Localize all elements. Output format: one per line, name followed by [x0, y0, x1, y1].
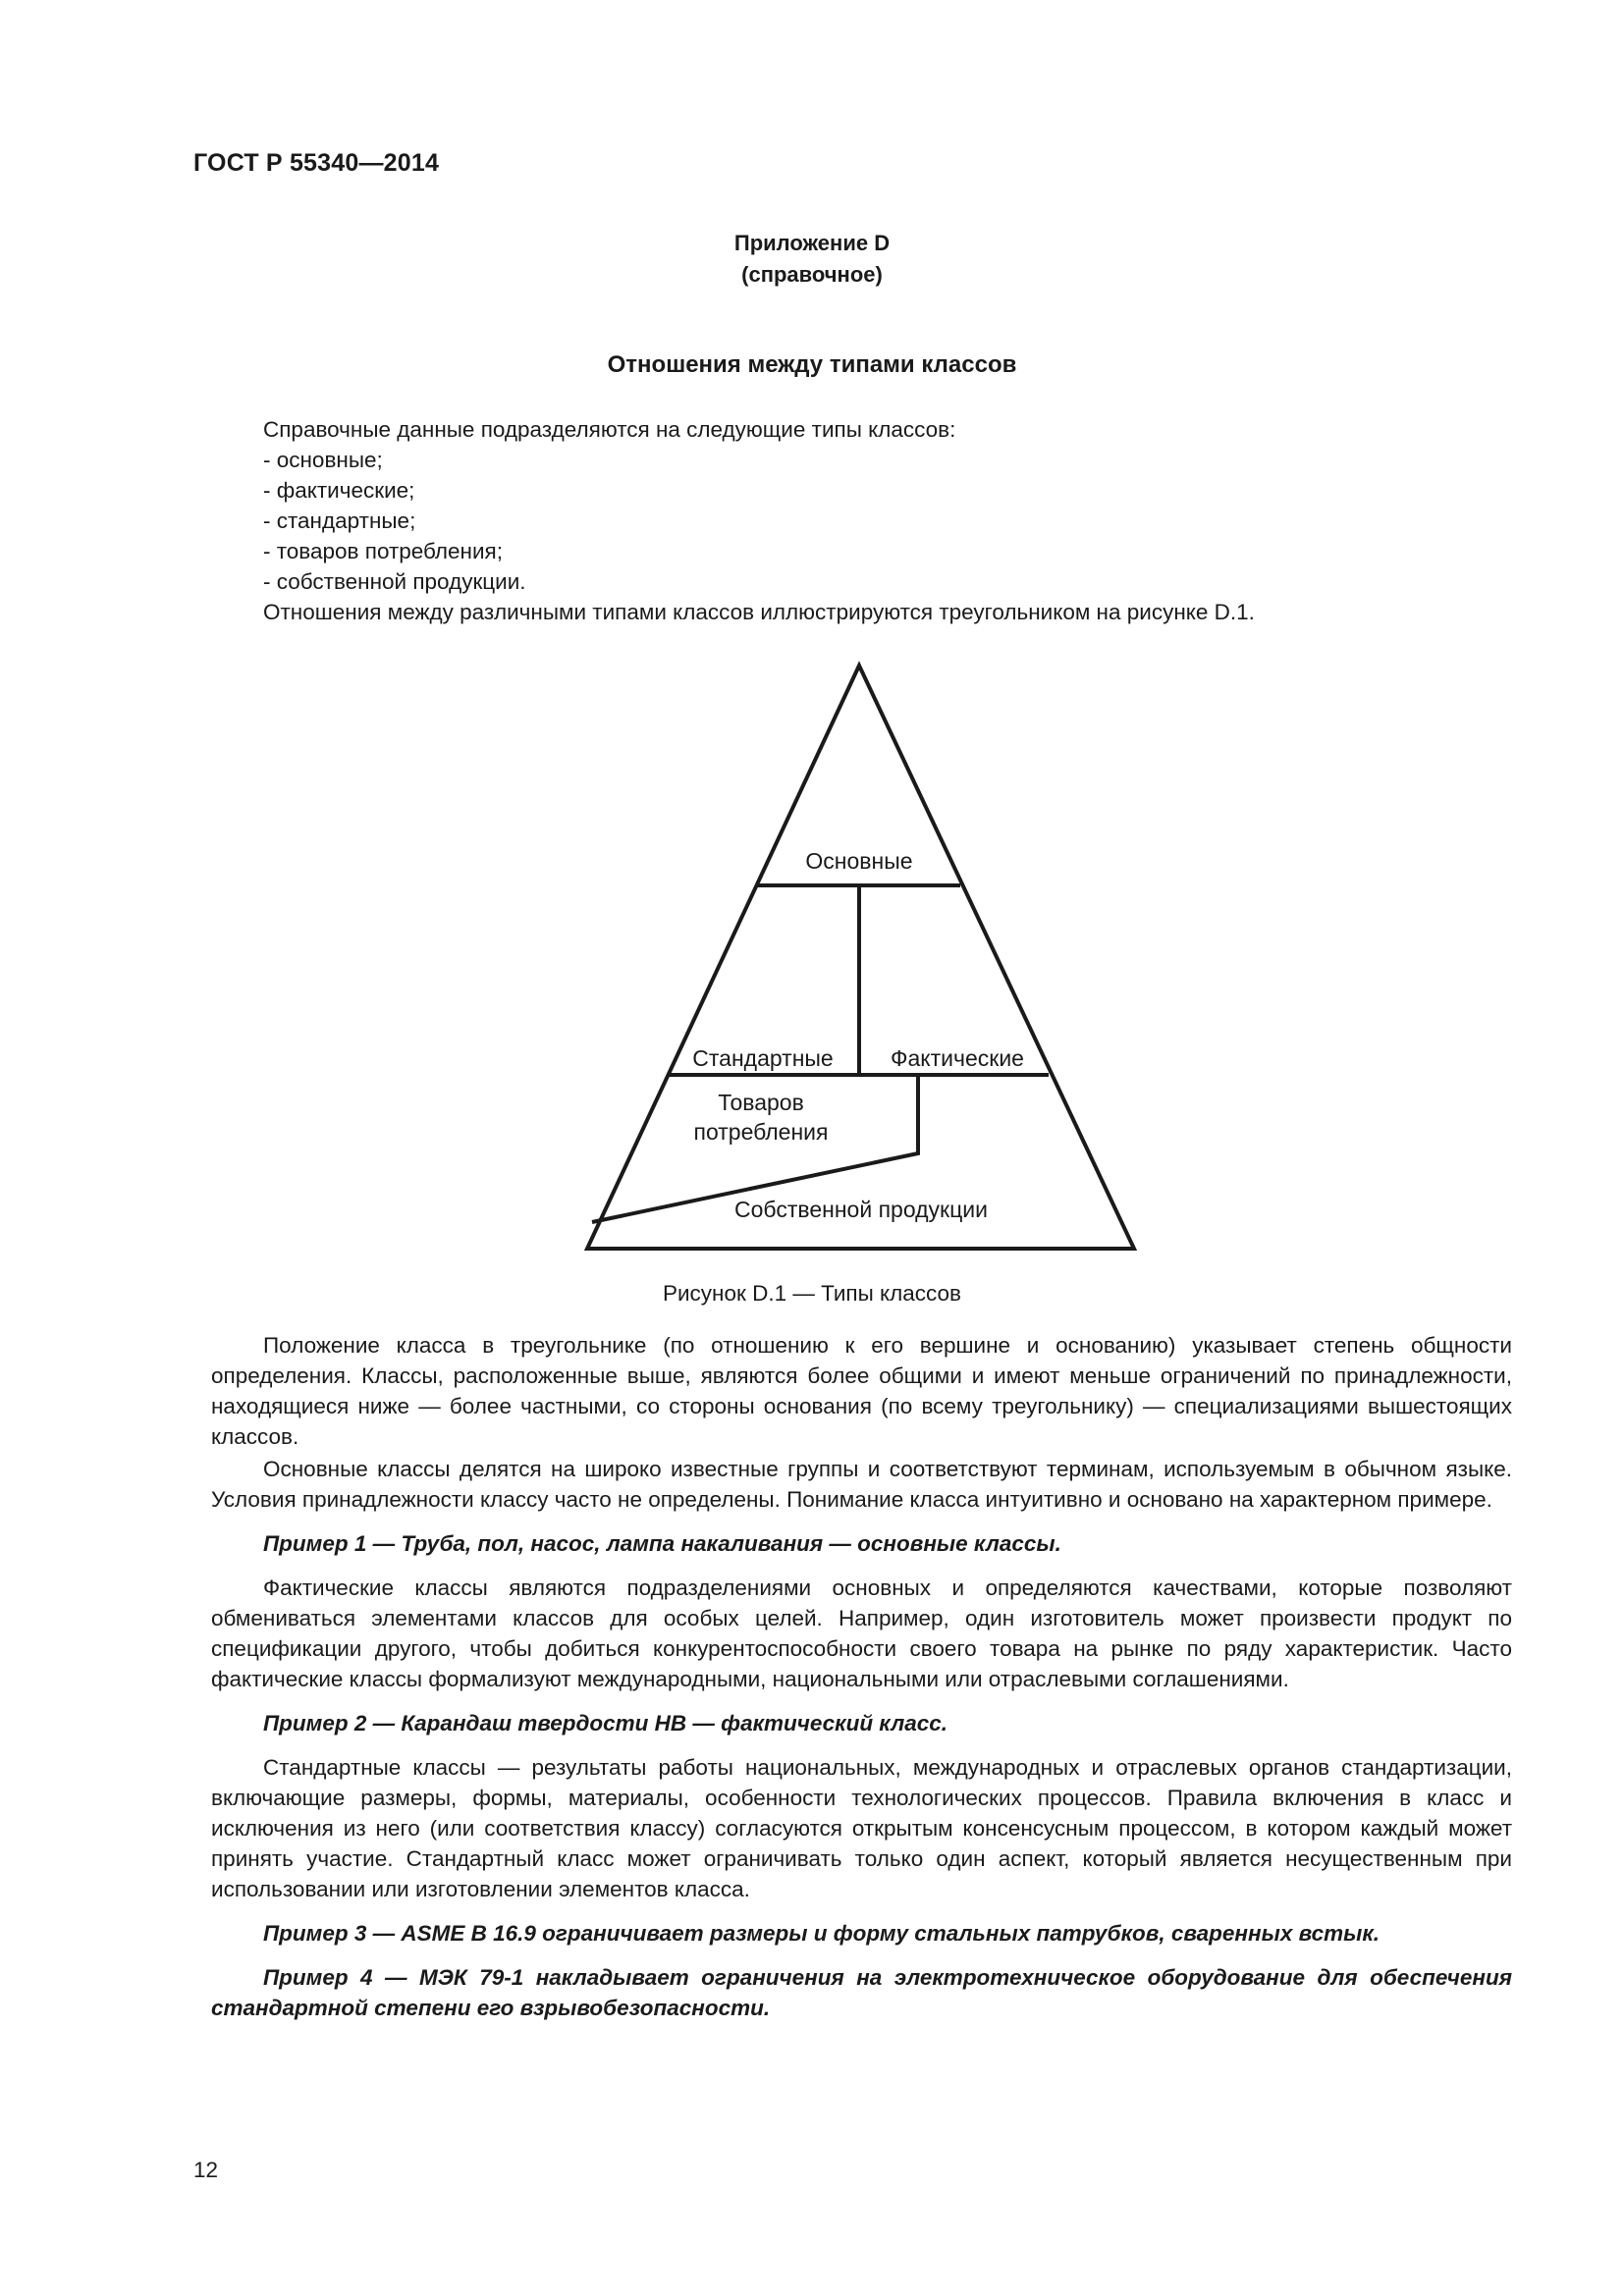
figure-caption: Рисунок D.1 — Типы классов [662, 1281, 961, 1306]
example-4: Пример 4 — МЭК 79-1 накладывает ограничения на электротехническое оборудование для обеспечения стандартной степени его взрывобезопасности. [211, 1965, 1512, 2020]
example-2: Пример 2 — Карандаш твердости НВ — фактический класс. [263, 1711, 948, 1735]
list-item: - фактические; [263, 478, 415, 503]
list-item: - стандартные; [263, 508, 416, 533]
intro-block [263, 414, 1510, 627]
list-item: - товаров потребления; [263, 539, 503, 563]
annex-title: Приложение D [733, 231, 891, 255]
paragraph-1: Положение класса в треугольнике (по отношению к его вершине и основанию) указывает степень общности определения. Классы, расположенные выше, являются более общими и имеют меньше ограничений по принадлежности, находящиеся ниже — более частными, со стороны основания (по всему треугольнику) — специализациями вышестоящих классов. [211, 1333, 1512, 1449]
class-types-triangle [574, 653, 1144, 1252]
label-consumer-line1: Товаров [718, 1090, 804, 1115]
label-standard: Стандартные [692, 1045, 834, 1071]
list-item: - собственной продукции. [263, 569, 526, 594]
paragraph-4: Стандартные классы — результаты работы национальных, международных и отраслевых органов стандартизации, включающие размеры, формы, материалы, особенности технологических процессов. Правила включения в класс и исключения из него (или соответствия классу) согласуются открытым консенсусным процессом, в котором каждый может принять участие. Стандартный класс может ограничивать только один аспект, который является несущественным при использовании или изготовлении элементов класса. [211, 1755, 1512, 1901]
example-3: Пример 3 — ASME B 16.9 ограничивает размеры и форму стальных патрубков, сваренных встык. [263, 1921, 1380, 1946]
example-1: Пример 1 — Труба, пол, насос, лампа накаливания — основные классы. [263, 1531, 1061, 1556]
label-own-products: Собственной продукции [734, 1197, 988, 1222]
paragraph-3: Фактические классы являются подразделениями основных и определяются качествами, которые позволяют обмениваться элементами классов для особых целей. Например, один изготовитель может произвести продукт по спецификации другого, чтобы добиться конкурентоспособности своего товара на рынке по ряду характеристик. Часто фактические классы формализуют международными, национальными или отраслевыми соглашениями. [211, 1575, 1512, 1691]
section-title: Отношения между типами классов [607, 351, 1017, 378]
label-consumer-line2: потребления [693, 1119, 829, 1145]
label-basic: Основные [805, 848, 913, 874]
paragraph-2: Основные классы делятся на широко известные группы и соответствуют терминам, используемым в обычном языке. Условия принадлежности классу часто не определены. Понимание класса интуитивно и основано на характерном примере. [211, 1457, 1512, 1512]
annex-subtitle: (справочное) [741, 262, 883, 287]
page-number: 12 [193, 2158, 219, 2182]
intro-lead: Справочные данные подразделяются на следующие типы классов: [263, 417, 956, 442]
intro-closing: Отношения между различными типами классов иллюстрируются треугольником на рисунке D.1. [263, 600, 1255, 624]
document-header: ГОСТ Р 55340—2014 [193, 149, 440, 177]
label-factual: Фактические [891, 1045, 1024, 1071]
annex-heading [0, 228, 1624, 291]
list-item: - основные; [263, 448, 383, 472]
body-text [211, 1330, 1512, 2037]
